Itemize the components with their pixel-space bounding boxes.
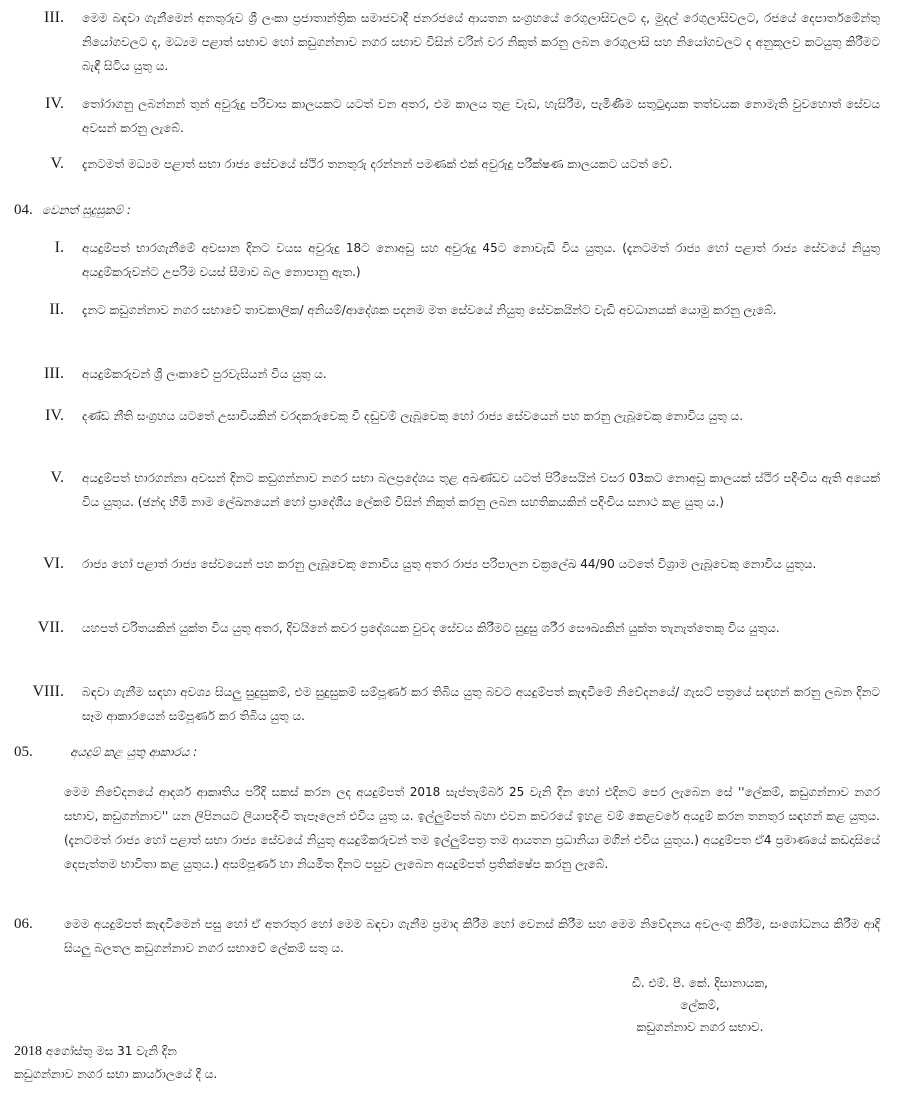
- issue-date-rest: අගෝස්තු මස 31 වැනි දින: [45, 1044, 177, 1058]
- item-number: III.: [44, 9, 64, 26]
- section-05-title: අයදුම් කළ යුතු ආකාරය :: [70, 745, 198, 759]
- item-number: V.: [50, 155, 64, 172]
- item-text: බඳවා ගැනීම සඳහා අවශ්‍ය සියලු සුදුසුකම්, එම සුදුසුකම් සම්පූර්ණ කර තිබිය යුතු බවට අයදුම්පත් කැඳවීමේ නිවේදනයේ/ ගැසට් පත්‍රයේ සඳහන් කරනු ලබන දිනට සෑම ආකාරයෙන් සම්පූර්ණ කර තිබිය යුතු ය.: [82, 685, 880, 723]
- issue-footer: [14, 1040, 217, 1085]
- item-text: අයදුම්පත් භාරගැනීමේ අවසාන දිනට වයස අවුරුදු 18ට නොඅඩු සහ අවුරුදු 45ට නොවැඩි විය යුතුය. (දැනටමත් රාජ්‍ය හෝ පළාත් රාජ්‍ය සේවයේ නියුතු අයදුම්කරුවන්ට උපරිම වයස් සීමාව බල නොපානු ඇත.): [82, 241, 880, 279]
- item-number: III.: [44, 365, 64, 382]
- item-number: VI.: [43, 555, 64, 572]
- issue-date: [14, 1040, 217, 1063]
- item-text: දැනටමත් මධ්‍යම පළාත් සභා රාජ්‍ය සේවයේ ස්ථිර තනතුරු දරන්නන් පමණක් එක් අවුරුදු පරීක්ෂණ කාලයකට යටත් වේ.: [82, 157, 673, 171]
- issue-place: කඩුගන්නාව නගර සභා කාර්යාලයේ දී ය.: [14, 1067, 218, 1081]
- section-06-number: 06.: [14, 916, 33, 932]
- item-number: VIII.: [32, 683, 64, 700]
- section-06-text: මෙම අයදුම්පත් කැඳවීමෙන් පසු හෝ ඒ අතරතුර හෝ මෙම බඳවා ගැනීම ප්‍රමාද කිරීම හෝ වෙනස් කිරීම සහ මෙම නිවේදනය අවලංගු කිරීම, සංශෝධනය කිරීම ආදි සියලු බලතල කඩුගන්නාව නගර සභාවේ ලේකම් සතු ය.: [64, 917, 880, 955]
- item-number: II.: [49, 301, 64, 318]
- issue-year: 2018: [14, 1044, 42, 1059]
- item-number: IV.: [45, 407, 64, 424]
- signature-block: [600, 972, 800, 1038]
- item-number: V.: [50, 469, 64, 486]
- signatory-org: කඩුගන්නාව නගර සභාව.: [636, 1020, 764, 1034]
- item-text: දණ්ඩ නීති සංග්‍රහය යටතේ උසාවියකින් වරදකරුවෙකු වී දඬුවම් ලැබූවෙකු හෝ රාජ්‍ය සේවයෙන් පහ කරනු ලැබූවෙකු නොවිය යුතු ය.: [82, 409, 744, 423]
- item-number: IV.: [45, 95, 64, 112]
- item-text: යහපත් චරිතයකින් යුක්ත විය යුතු අතර, දිවයිනේ කවර ප්‍රදේශයක වුවද සේවය කිරීමට සුදුසු ශරීර සෞඛ්‍යකින් යුක්ත තැනැත්තෙකු විය යුතුය.: [82, 621, 780, 635]
- item-text: රාජ්‍ය හෝ පළාත් රාජ්‍ය සේවයෙන් පහ කරනු ලැබූවෙකු නොවිය යුතු අතර රාජ්‍ය පරිපාලන චක්‍රලේඛ 44/90 යටතේ විශ්‍රාම ලැබූවෙකු නොවිය යුතුය.: [82, 557, 817, 571]
- item-text: මෙම බඳවා ගැනීමෙන් අනතුරුව ශ්‍රී ලංකා ප්‍රජාතාන්ත්‍රික සමාජවාදී ජනරජයේ ආයතන සංග්‍රහයේ රෙගුලාසිවලට ද, මුදල් රෙගුලාසිවලට, රජයේ දෙපාර්තමේන්තු නියෝගවලට ද, මධ්‍යම පළාත් සභාව හෝ කඩුගන්නාව නගර සභාව විසින් වරින් වර නිකුත් කරනු ලබන රෙගුලාසි සහ නියෝගවලට ද අනුකූලව කටයුතු කිරීමට බැඳී සිටිය යුතු ය.: [82, 11, 880, 73]
- item-number: I.: [54, 239, 64, 256]
- item-text: අයදුම්කරුවන් ශ්‍රී ලංකාවේ පුරවැසියන් විය යුතු ය.: [82, 367, 327, 381]
- section-04-title: වෙනත් සුදුසුකම් :: [42, 203, 131, 217]
- section-04-number: 04.: [14, 202, 33, 218]
- item-number: VII.: [37, 619, 64, 636]
- section-05-text: මෙම නිවේදනයේ ආදර්ශ ආකෘතිය පරිදි සකස් කරන ලද අයදුම්පත් 2018 සැප්තැම්බර් 25 වැනි දින හෝ එදිනට පෙර ලැබෙන සේ ''ලේකම්, කඩුගන්නාව නගර සභාව, කඩුගන්නාව'' යන ලිපිනයට ලියාපදිංචි තැපෑලෙන් එවිය යුතු ය. ඉල්ලුම්පත් බහා එවන කවරයේ ඉහළ වම් කෙළවරේ අයදුම් කරන තනතුර සඳහන් කළ යුතුය. (දැනටමත් රාජ්‍ය හෝ පළාත් සභා රාජ්‍ය සේවයේ නියුතු අයදුම්කරුවන් තම ඉල්ලුම්පත්‍ර තම ආයතන ප්‍රධානියා මගින් එවිය යුතුය.) අයදුම්පත ඒ4 ප්‍රමාණයේ කඩදාසියේ දෙපැත්තම භාවිතා කළ යුතුය.) අසම්පූර්ණ හා නියමිත දිනට පසුව ලැබෙන අයදුම්පත් ප්‍රතික්ෂේප කරනු ලැබේ.: [64, 785, 880, 871]
- section-05-number: 05.: [14, 744, 33, 760]
- item-text: අයදුම්පත් භාරගන්නා අවසන් දිනට කඩුගන්නාව නගර සභා බලප්‍රදේශය තුළ අඛණ්ඩව යටත් පිරිසෙයින් වසර 03කට නොඅඩු කාලයක් ස්ථිර පදිංචිය ඇති අයෙක් විය යුතුය. (ඡන්ද හිමි නාම ලේඛනයෙන් හෝ ප්‍රාදේශීය ලේකම් විසින් නිකුත් කරනු ලබන සහතිකයකින් පදිංචිය සනාථ කළ යුතු ය.): [82, 471, 880, 509]
- signatory-name: ඩී. එම්. පී. කේ. දිසානායක,: [632, 976, 768, 990]
- signatory-title: ලේකම්,: [680, 998, 720, 1012]
- item-text: දැනට කඩුගන්නාව නගර සභාවේ තාවකාලික/ අනියම්/ආදේශක පදනම මත සේවයේ නියුතු සේවකයින්ට වැඩි අවධානයක් යොමු කරනු ලැබේ.: [82, 303, 777, 317]
- item-text: තෝරාගනු ලබන්නන් තුන් අවුරුදු පරිවාස කාලයකට යටත් වන අතර, එම කාලය තුළ වැඩ, හැසිරීම, පැමිණීම සතුටුදායක තත්වයක නොමැති වුවහොත් සේවය අවසන් කරනු ලැබේ.: [82, 97, 880, 135]
